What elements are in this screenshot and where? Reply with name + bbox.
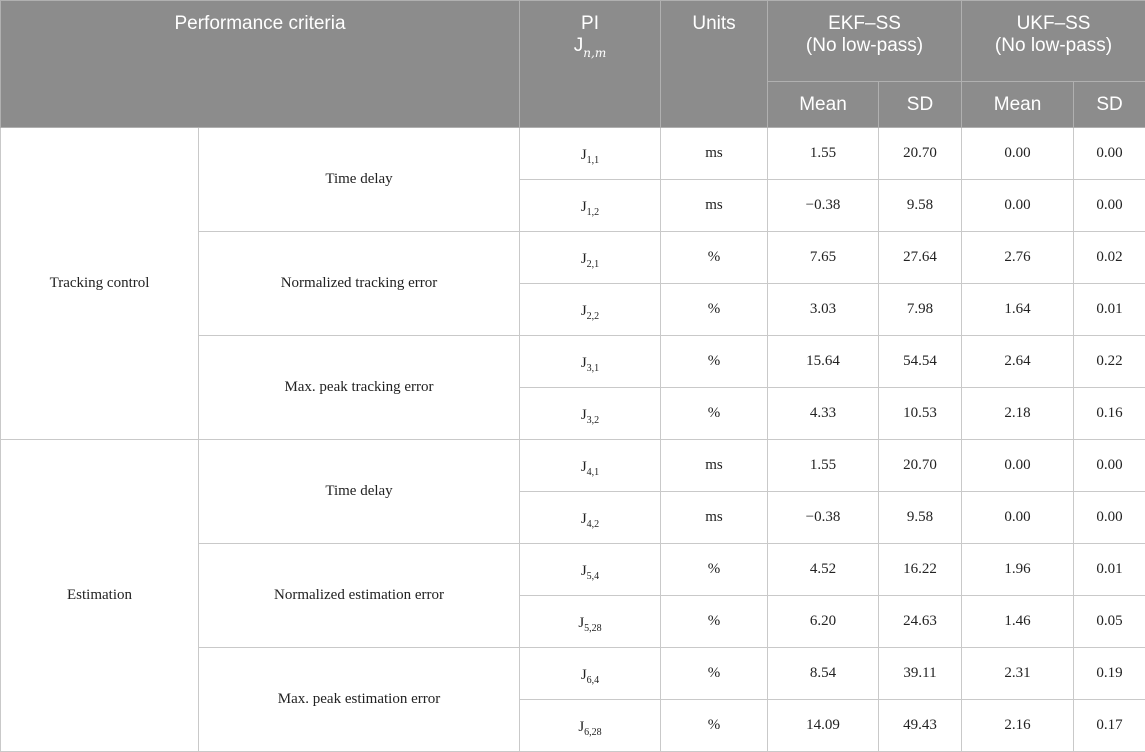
ukf-sd-cell: 0.19 xyxy=(1074,648,1145,700)
pi-symbol: J xyxy=(581,355,587,371)
ekf-sd-cell: 27.64 xyxy=(879,232,962,284)
pi-symbol: J xyxy=(581,459,587,475)
ukf-mean-cell: 0.00 xyxy=(962,180,1074,232)
pi-cell xyxy=(520,128,661,180)
ukf-sd-cell: 0.02 xyxy=(1074,232,1145,284)
ekf-sd-cell: 10.53 xyxy=(879,388,962,440)
ukf-mean-cell: 0.00 xyxy=(962,440,1074,492)
pi-sub: 5,28 xyxy=(584,623,602,634)
subgroup-cell: Max. peak tracking error xyxy=(199,336,520,440)
ukf-mean-cell: 1.64 xyxy=(962,284,1074,336)
ekf-label-line2: (No low-pass) xyxy=(768,35,961,57)
pi-cell xyxy=(520,440,661,492)
pi-cell xyxy=(520,284,661,336)
units-cell: % xyxy=(661,388,768,440)
group-cell: Estimation xyxy=(1,440,199,752)
pi-symbol: J xyxy=(574,35,584,56)
ukf-sd-cell: 0.01 xyxy=(1074,544,1145,596)
pi-symbol: J xyxy=(578,615,584,631)
ukf-sd-cell: 0.16 xyxy=(1074,388,1145,440)
pi-symbol: J xyxy=(581,199,587,215)
ekf-sd-header: SD xyxy=(879,82,962,128)
group-cell: Tracking control xyxy=(1,128,199,440)
ekf-sd-cell: 39.11 xyxy=(879,648,962,700)
ekf-mean-cell: −0.38 xyxy=(768,492,879,544)
ukf-mean-cell: 2.64 xyxy=(962,336,1074,388)
ukf-sd-cell: 0.17 xyxy=(1074,700,1145,752)
pi-sub: 1,2 xyxy=(587,207,600,218)
ekf-header xyxy=(768,1,962,82)
ekf-sd-cell: 24.63 xyxy=(879,596,962,648)
ekf-sd-cell: 9.58 xyxy=(879,180,962,232)
units-cell: % xyxy=(661,336,768,388)
header-row-1 xyxy=(1,1,1145,82)
ekf-mean-cell: 8.54 xyxy=(768,648,879,700)
ekf-mean-cell: 15.64 xyxy=(768,336,879,388)
pi-sub: 5,4 xyxy=(587,571,600,582)
pi-cell xyxy=(520,648,661,700)
subgroup-cell: Normalized estimation error xyxy=(199,544,520,648)
ekf-sd-cell: 54.54 xyxy=(879,336,962,388)
ekf-sd-cell: 9.58 xyxy=(879,492,962,544)
pi-cell xyxy=(520,700,661,752)
ukf-sd-cell: 0.00 xyxy=(1074,180,1145,232)
performance-criteria-label: Performance criteria xyxy=(174,13,345,34)
ukf-mean-cell: 2.76 xyxy=(962,232,1074,284)
pi-symbol-block xyxy=(520,35,660,64)
table-row xyxy=(1,440,1145,492)
pi-symbol: J xyxy=(578,719,584,735)
ukf-mean-cell: 1.46 xyxy=(962,596,1074,648)
ukf-sd-cell: 0.00 xyxy=(1074,440,1145,492)
ukf-mean-cell: 0.00 xyxy=(962,492,1074,544)
subgroup-cell: Normalized tracking error xyxy=(199,232,520,336)
pi-cell xyxy=(520,388,661,440)
ekf-sd-cell: 20.70 xyxy=(879,128,962,180)
ekf-mean-cell: 4.33 xyxy=(768,388,879,440)
ekf-mean-cell: 1.55 xyxy=(768,128,879,180)
ukf-mean-cell: 1.96 xyxy=(962,544,1074,596)
pi-symbol: J xyxy=(581,563,587,579)
pi-sub: 6,28 xyxy=(584,727,602,738)
pi-symbol: J xyxy=(581,667,587,683)
subgroup-cell: Time delay xyxy=(199,128,520,232)
pi-sub: 2,1 xyxy=(587,259,600,270)
pi-sub: 4,1 xyxy=(587,467,600,478)
pi-sub: 1,1 xyxy=(587,155,600,166)
units-cell: ms xyxy=(661,440,768,492)
ekf-sd-cell: 20.70 xyxy=(879,440,962,492)
ukf-sd-cell: 0.00 xyxy=(1074,492,1145,544)
ekf-sd-cell: 7.98 xyxy=(879,284,962,336)
subgroup-cell: Max. peak estimation error xyxy=(199,648,520,752)
pi-sub: 4,2 xyxy=(587,519,600,530)
subgroup-cell: Time delay xyxy=(199,440,520,544)
ukf-mean-cell: 2.31 xyxy=(962,648,1074,700)
units-cell: ms xyxy=(661,180,768,232)
pi-label: PI xyxy=(520,13,660,35)
performance-criteria-header xyxy=(1,1,520,128)
pi-cell xyxy=(520,492,661,544)
pi-cell xyxy=(520,180,661,232)
pi-cell xyxy=(520,232,661,284)
units-header xyxy=(661,1,768,128)
ukf-sd-header: SD xyxy=(1074,82,1145,128)
pi-cell xyxy=(520,544,661,596)
units-cell: % xyxy=(661,648,768,700)
pi-sub: 3,2 xyxy=(587,415,600,426)
pi-sub: 3,1 xyxy=(587,363,600,374)
ukf-sd-cell: 0.00 xyxy=(1074,128,1145,180)
units-cell: % xyxy=(661,700,768,752)
pi-subscript: n,m xyxy=(583,46,606,60)
ekf-mean-cell: 1.55 xyxy=(768,440,879,492)
units-cell: % xyxy=(661,544,768,596)
pi-symbol: J xyxy=(581,407,587,423)
pi-cell xyxy=(520,336,661,388)
ekf-mean-cell: −0.38 xyxy=(768,180,879,232)
ukf-sd-cell: 0.01 xyxy=(1074,284,1145,336)
ekf-mean-cell: 3.03 xyxy=(768,284,879,336)
units-cell: % xyxy=(661,232,768,284)
ekf-label-line1: EKF–SS xyxy=(768,13,961,35)
units-label: Units xyxy=(692,13,735,34)
pi-cell xyxy=(520,596,661,648)
ukf-label-line2: (No low-pass) xyxy=(962,35,1145,57)
units-cell: % xyxy=(661,596,768,648)
ekf-mean-cell: 4.52 xyxy=(768,544,879,596)
table-body xyxy=(1,128,1145,752)
units-cell: % xyxy=(661,284,768,336)
units-cell: ms xyxy=(661,492,768,544)
table-header xyxy=(1,1,1145,128)
ekf-sd-cell: 16.22 xyxy=(879,544,962,596)
ukf-sd-cell: 0.22 xyxy=(1074,336,1145,388)
units-cell: ms xyxy=(661,128,768,180)
pi-symbol: J xyxy=(581,303,587,319)
ekf-mean-cell: 7.65 xyxy=(768,232,879,284)
pi-header xyxy=(520,1,661,128)
ukf-mean-cell: 2.18 xyxy=(962,388,1074,440)
ekf-mean-header: Mean xyxy=(768,82,879,128)
ukf-header xyxy=(962,1,1145,82)
ekf-mean-cell: 14.09 xyxy=(768,700,879,752)
pi-sub: 6,4 xyxy=(587,675,600,686)
pi-symbol: J xyxy=(581,511,587,527)
ukf-mean-cell: 0.00 xyxy=(962,128,1074,180)
ukf-mean-header: Mean xyxy=(962,82,1074,128)
ekf-mean-cell: 6.20 xyxy=(768,596,879,648)
ukf-label-line1: UKF–SS xyxy=(962,13,1145,35)
pi-symbol: J xyxy=(581,147,587,163)
table-row xyxy=(1,128,1145,180)
pi-sub: 2,2 xyxy=(587,311,600,322)
ukf-sd-cell: 0.05 xyxy=(1074,596,1145,648)
pi-symbol: J xyxy=(581,251,587,267)
ukf-mean-cell: 2.16 xyxy=(962,700,1074,752)
ekf-sd-cell: 49.43 xyxy=(879,700,962,752)
